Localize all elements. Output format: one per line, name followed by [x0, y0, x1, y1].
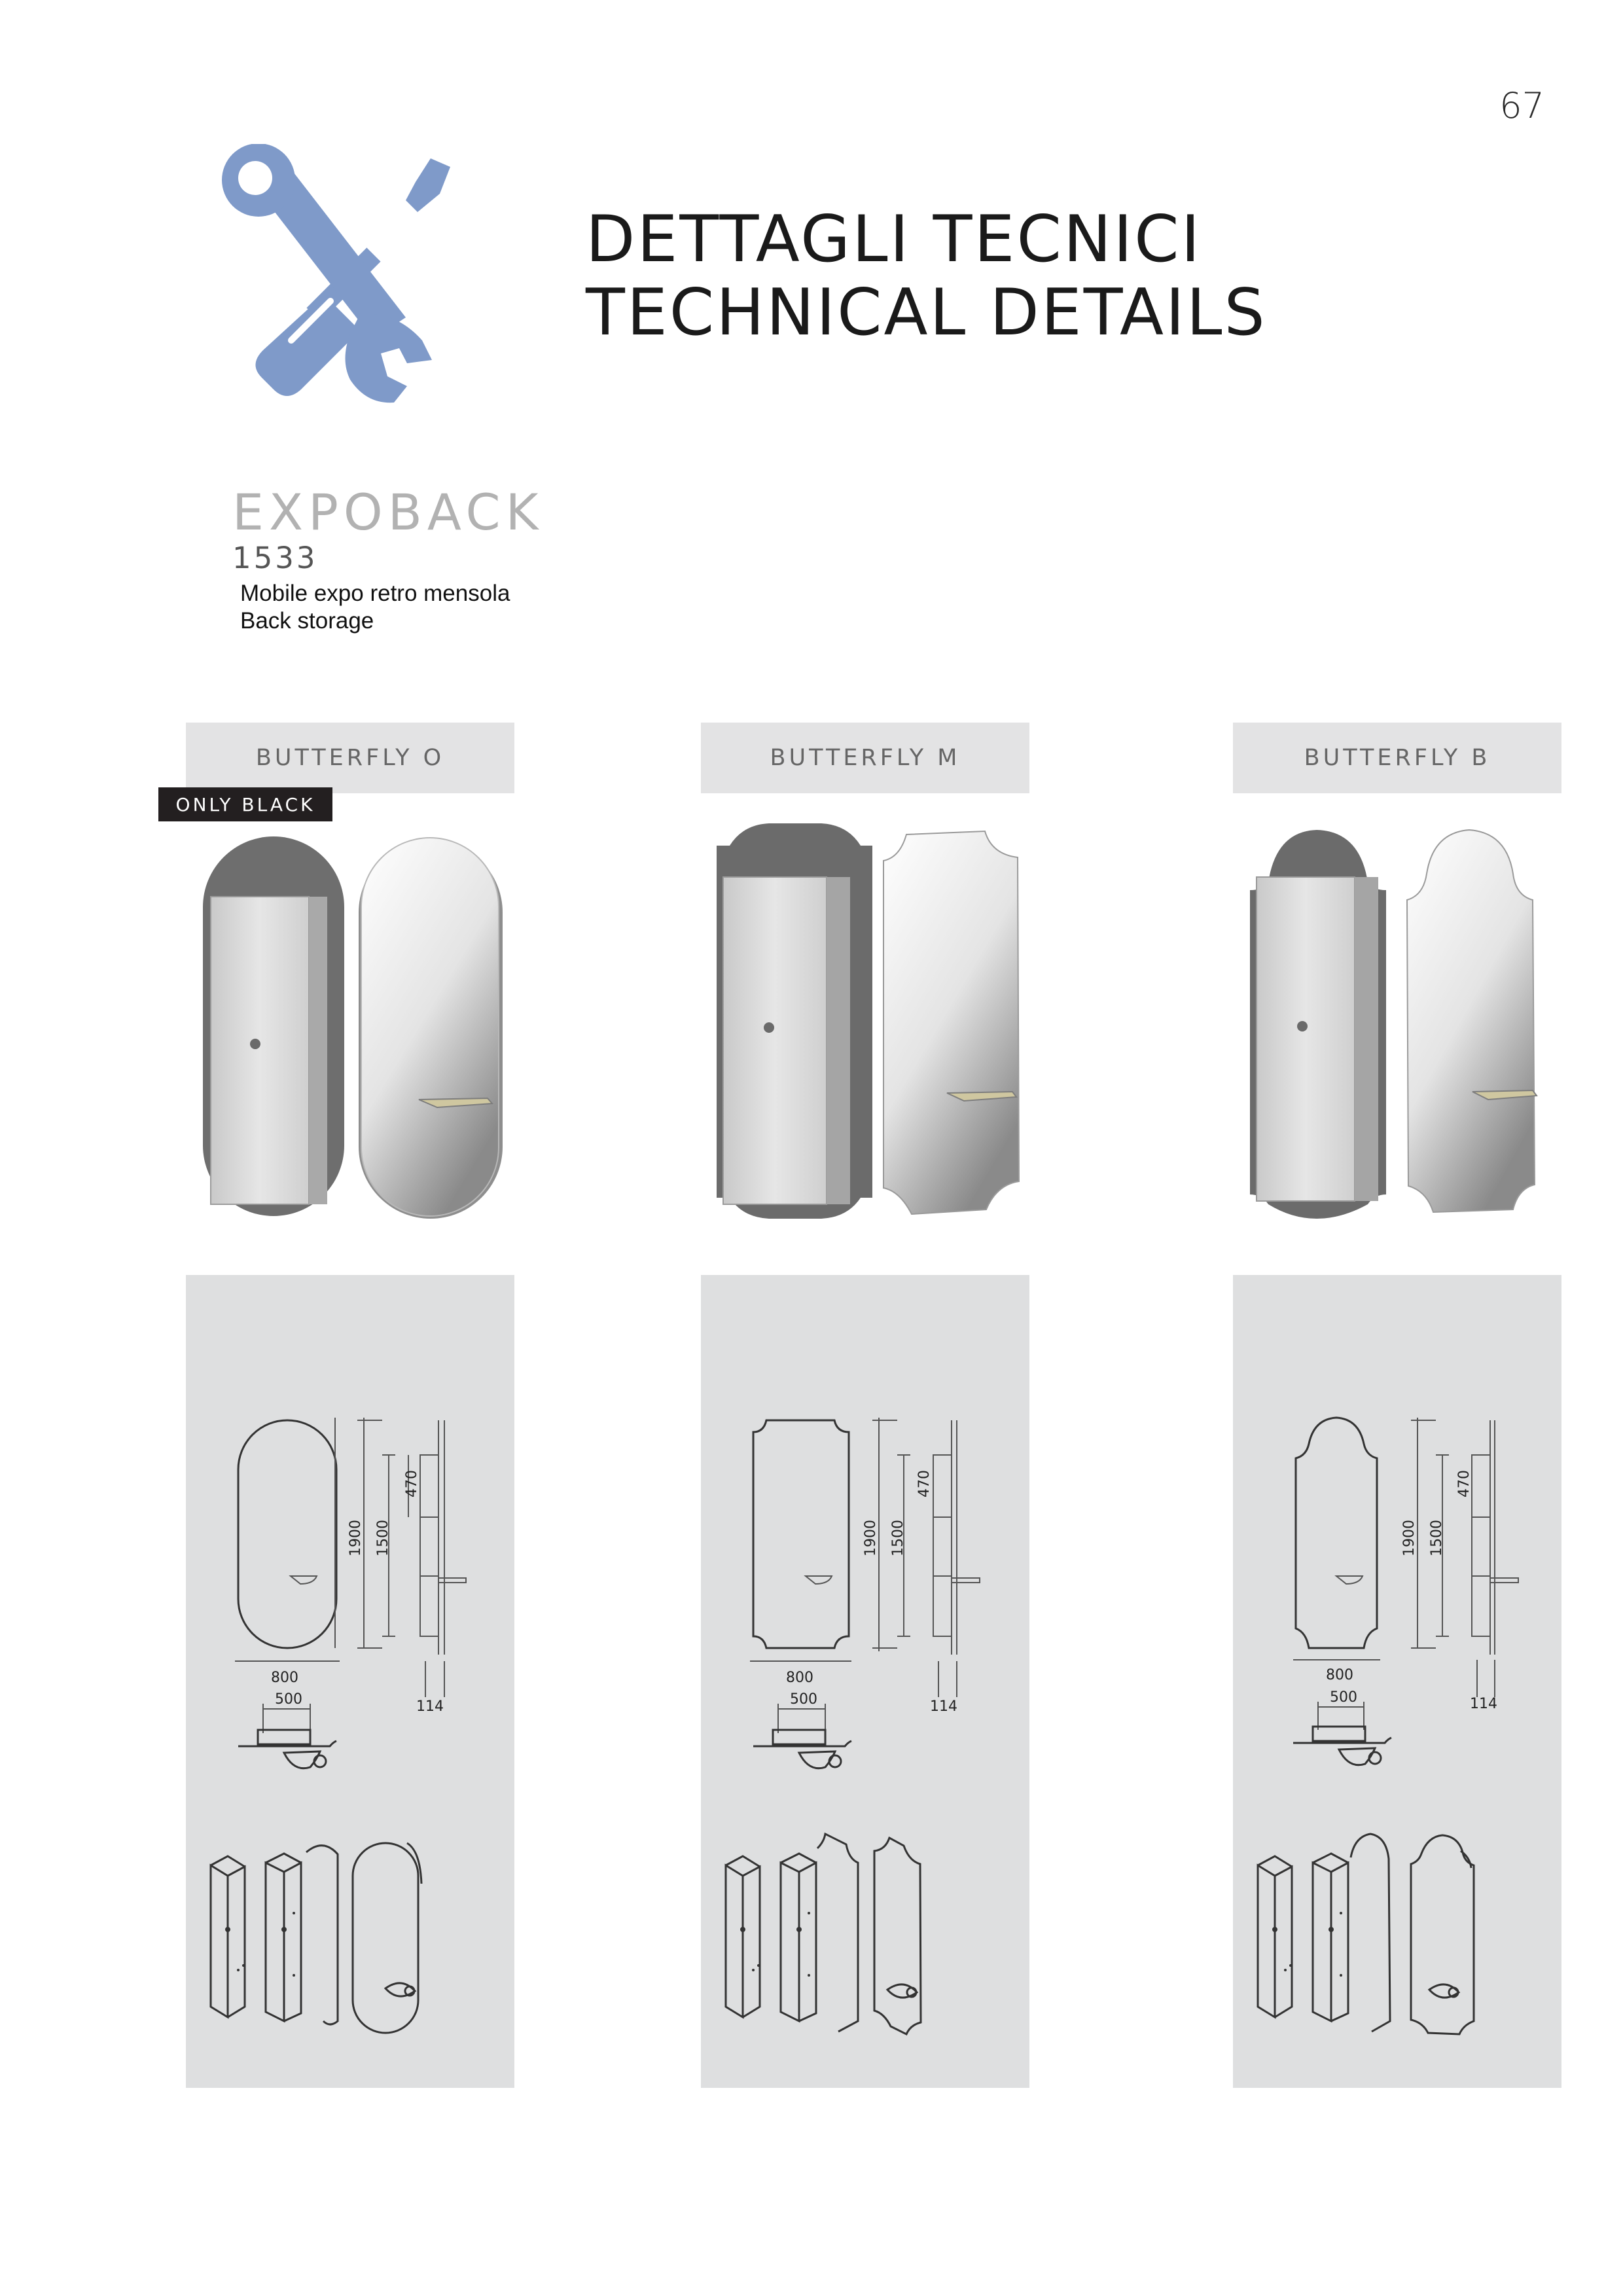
- dim-height: 1900: [348, 1520, 364, 1556]
- variant-header-butterfly-b: BUTTERFLY B: [1233, 723, 1561, 793]
- wrench-screwdriver-icon: [209, 144, 471, 406]
- technical-drawing-butterfly-b: [1233, 1275, 1561, 2088]
- dim-width: 800: [1326, 1667, 1353, 1683]
- product-photo-butterfly-o: [190, 818, 556, 1224]
- dim-depth: 114: [930, 1698, 957, 1715]
- product-code: 1533: [232, 541, 318, 575]
- dim-width: 800: [786, 1670, 813, 1686]
- variant-header-butterfly-m: BUTTERFLY M: [701, 723, 1029, 793]
- dim-height: 1900: [1401, 1520, 1418, 1556]
- description-italian: Mobile expo retro mensola: [240, 581, 510, 606]
- page-number: 67: [1499, 85, 1544, 126]
- technical-drawing-panel-butterfly-b: [1233, 1275, 1561, 2088]
- dim-cabinet-width: 500: [1330, 1689, 1357, 1706]
- title-italian: DETTAGLI TECNICI: [586, 202, 1202, 277]
- dim-shelf: 470: [1456, 1470, 1472, 1498]
- title-block: [586, 203, 1267, 350]
- title-english: TECHNICAL DETAILS: [586, 276, 1267, 350]
- product-name: EXPOBACK: [232, 483, 544, 541]
- dim-cabinet-width: 500: [790, 1691, 817, 1708]
- dim-inner-height: 1500: [1429, 1520, 1445, 1556]
- only-black-badge: ONLY BLACK: [158, 787, 332, 821]
- dim-shelf: 470: [404, 1470, 420, 1498]
- product-photo-butterfly-m: [704, 818, 1070, 1224]
- dim-inner-height: 1500: [375, 1520, 391, 1556]
- technical-drawing-butterfly-m: [701, 1275, 1029, 2088]
- variant-header-butterfly-o: BUTTERFLY O: [186, 723, 514, 793]
- dim-cabinet-width: 500: [275, 1691, 302, 1708]
- dim-height: 1900: [863, 1520, 879, 1556]
- product-photo-butterfly-b: [1237, 818, 1603, 1224]
- dim-depth: 114: [416, 1698, 444, 1715]
- dim-inner-height: 1500: [890, 1520, 906, 1556]
- dim-shelf: 470: [916, 1470, 933, 1498]
- dim-depth: 114: [1470, 1696, 1497, 1712]
- description-english: Back storage: [240, 608, 374, 634]
- technical-drawing-panel-butterfly-o: [186, 1275, 514, 2088]
- dim-width: 800: [271, 1670, 298, 1686]
- technical-drawing-butterfly-o: [186, 1275, 514, 2088]
- technical-drawing-panel-butterfly-m: [701, 1275, 1029, 2088]
